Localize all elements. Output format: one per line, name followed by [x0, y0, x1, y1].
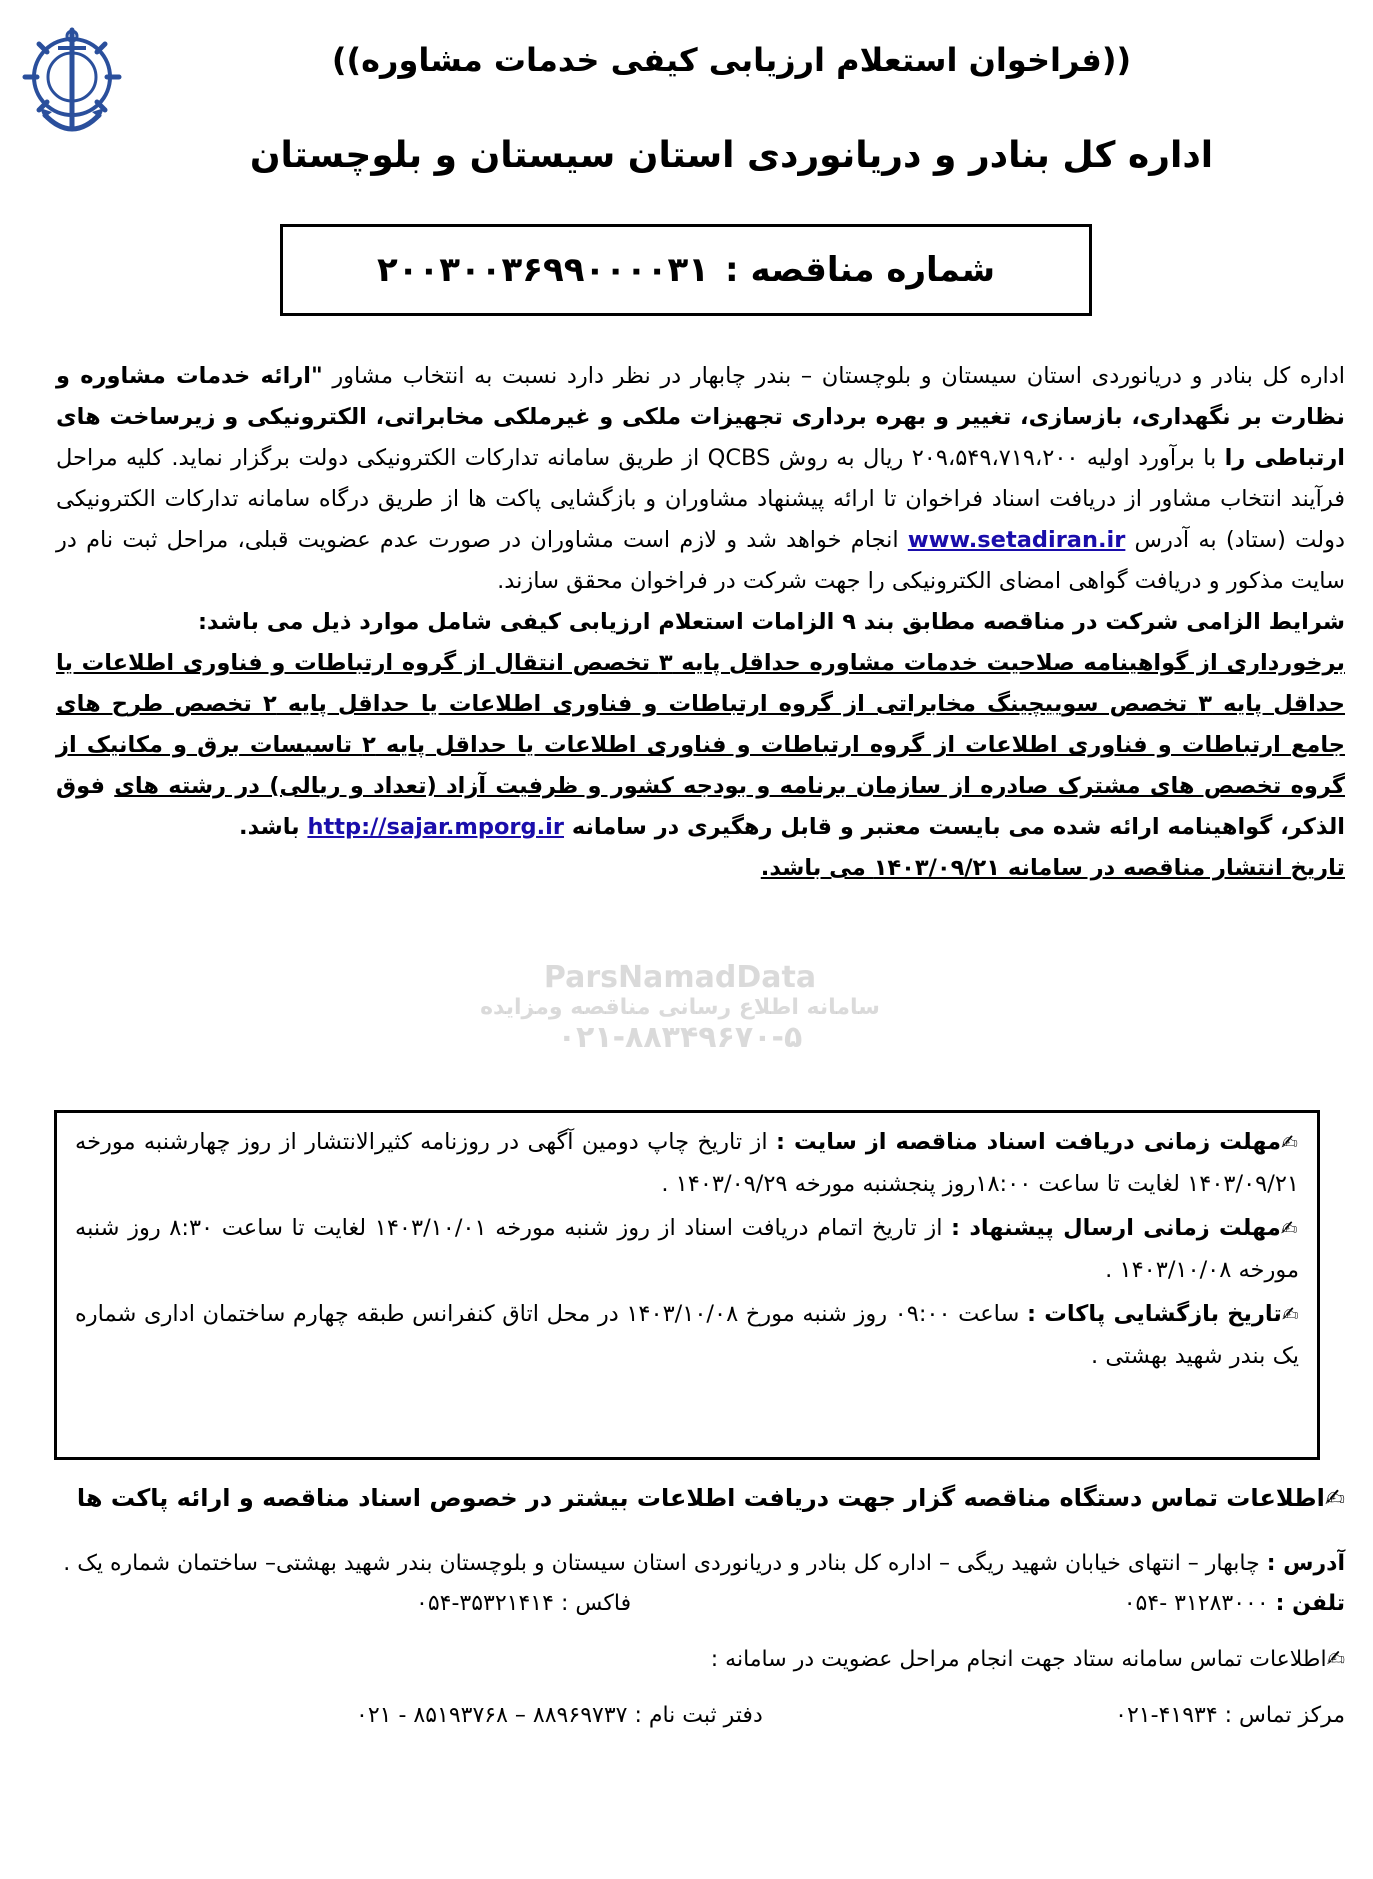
submit-deadline-label: مهلت زمانی ارسال پیشنهاد : — [951, 1215, 1281, 1241]
announcement-body — [56, 356, 1345, 889]
ports-anchor-logo — [22, 22, 122, 152]
address-text: چابهار – انتهای خیابان شهید ریگی – اداره کل بنادر و دریانوردی استان سیستان و بلوچستان بندر شهید بهشتی– ساختمان شماره یک . — [63, 1551, 1267, 1576]
tender-number-box — [280, 224, 1092, 316]
setad-phones-row — [56, 1696, 1345, 1736]
phone-number: ۳۱۲۸۳۰۰۰ -۰۵۴ — [1123, 1591, 1276, 1616]
writing-hand-icon: ✍ — [1324, 1484, 1345, 1512]
requirement-paragraph — [56, 643, 1345, 848]
announcement-title: ((فراخوان استعلام ارزیابی کیفی خدمات مشاوره)) — [331, 41, 1132, 79]
opening-date-text: ساعت ۰۹:۰۰ روز شنبه مورخ ۱۴۰۳/۱۰/۰۸ در محل اتاق کنفرانس طبقه چهارم ساختمان اداری شماره یک بندر شهید بهشتی . — [75, 1301, 1299, 1369]
conditions-heading — [56, 602, 1345, 643]
writing-hand-icon: ✍ — [1281, 1302, 1300, 1326]
fax — [416, 1584, 631, 1624]
doc-deadline-label: مهلت زمانی دریافت اسناد مناقصه از سایت : — [775, 1129, 1282, 1155]
watermark-phone: ۰۲۱-۸۸۳۴۹۶۷۰-۵ — [557, 1020, 803, 1055]
setad-contact-heading-text: اطلاعات تماس سامانه ستاد جهت انجام مراحل عضویت در سامانه : — [710, 1647, 1327, 1672]
doc-deadline-text: از تاریخ چاپ دومین آگهی در روزنامه کثیرالانتشار از روز چهارشنبه مورخه ۱۴۰۳/۰۹/۲۱ لغایت تا ساعت ۱۸:۰۰روز پنجشنبه مورخه ۱۴۰۳/۰۹/۲۹ . — [75, 1129, 1299, 1197]
requirement-tail-1: فوق الذکر، گواهینامه ارائه شده می بایست معتبر و قابل رهگیری در سامانه — [56, 773, 1345, 840]
submit-deadline-text: از تاریخ اتمام دریافت اسناد از روز شنبه مورخه ۱۴۰۳/۱۰/۰۱ لغایت تا ساعت ۸:۳۰ روز شنبه مورخه ۱۴۰۳/۱۰/۰۸ . — [75, 1215, 1299, 1283]
fax-label: فاکس : — [560, 1591, 632, 1616]
phone-fax-row — [56, 1584, 1345, 1624]
intro-paragraph — [56, 356, 1345, 602]
phone — [1124, 1584, 1345, 1624]
contact-heading — [56, 1478, 1345, 1518]
service-subject: "ارائه خدمات مشاوره و نظارت بر نگهداری، بازسازی، تغییر و بهره برداری تجهیزات ملکی و غیرملکی مخابراتی، الکترونیکی و زیرساخت های ارتباطی را — [56, 363, 1346, 471]
contact-heading-text: اطلاعات تماس دستگاه مناقصه گزار جهت دریافت اطلاعات بیشتر در خصوص اسناد مناقصه و ارائه پاکت ها — [76, 1484, 1325, 1512]
conditions-heading-text: شرایط الزامی شرکت در مناقصه مطابق بند ۹ الزامات استعلام ارزیابی کیفی شامل موارد ذیل می باشد: — [197, 609, 1345, 635]
submit-deadline — [75, 1207, 1299, 1291]
setad-contact-heading — [56, 1640, 1345, 1680]
intro-text-2: با برآورد اولیه ۲۰۹،۵۴۹،۷۱۹،۲۰۰ ریال به روش QCBS از طریق سامانه تدارکات الکترونیکی دولت برگزار نماید. کلیه مراحل فرآیند انتخاب مشاور از دریافت اسناد فراخوان تا ارائه پیشنهاد مشاوران و بازگشایی پاکت ها از طریق درگاه سامانه تدارکات الکترونیکی دولت (ستاد) به آدرس — [56, 445, 1345, 553]
contact-section — [56, 1478, 1345, 1736]
fax-number: ۳۵۳۲۱۴۱۴-۰۵۴ — [416, 1591, 561, 1616]
address-label: آدرس : — [1266, 1551, 1345, 1576]
requirement-tail-2: باشد. — [239, 814, 308, 840]
registry-office — [356, 1696, 763, 1736]
writing-hand-icon: ✍ — [1326, 1647, 1345, 1672]
phone-label: تلفن : — [1275, 1591, 1345, 1616]
organization-name: اداره کل بنادر و دریانوردی استان سیستان و بلوچستان — [249, 135, 1214, 176]
requirement-text: برخورداری از گواهینامه صلاحیت خدمات مشاوره حداقل پایه ۳ تخصص انتقال از گروه ارتباطات و فناوری اطلاعات یا حداقل پایه ۳ تخصص سوییچینگ مخابراتی از گروه ارتباطات و فناوری اطلاعات یا حداقل پایه ۲ تخصص طرح های جامع ارتباطات و فناوری اطلاعات از گروه ارتباطات و فناوری اطلاعات یا حداقل پایه ۲ تاسیسات برق و مکانیک از گروه تخصص های مشترک صادره از سازمان برنامه و بودجه کشور و ظرفیت آزاد (تعداد و ریالی) در رشته های — [56, 650, 1345, 799]
call-center-label: مرکز تماس : — [1224, 1703, 1345, 1728]
registry-label: دفتر ثبت نام : — [634, 1703, 763, 1728]
watermark-tagline: سامانه اطلاع رسانی مناقصه ومزایده — [480, 995, 880, 1020]
publish-date-text: تاریخ انتشار مناقصه در سامانه ۱۴۰۳/۰۹/۲۱ می باشد. — [760, 855, 1345, 881]
writing-hand-icon: ✍ — [1280, 1216, 1299, 1240]
tender-number-label: شماره مناقصه : — [725, 250, 996, 290]
setad-link[interactable]: www.setadiran.ir — [907, 527, 1126, 553]
publish-date — [56, 848, 1345, 889]
opening-date-label: تاریخ بازگشایی پاکات : — [1026, 1301, 1282, 1327]
registry-phone: ۸۸۹۶۹۷۳۷ – ۸۵۱۹۳۷۶۸ - ۰۲۱ — [356, 1703, 635, 1728]
writing-hand-icon: ✍ — [1281, 1130, 1300, 1154]
address — [56, 1544, 1345, 1584]
deadlines-box — [54, 1110, 1320, 1460]
watermark-brand: ParsNamadData — [543, 960, 817, 995]
intro-text-1: اداره کل بنادر و دریانوردی استان سیستان و بلوچستان – بندر چابهار در نظر دارد نسبت به انتخاب مشاور — [322, 363, 1345, 389]
intro-text-3: انجام خواهد شد و لازم است مشاوران در صورت عدم عضویت قبلی، مراحل ثبت نام در سایت مذکور و دریافت گواهی امضای الکترونیکی را جهت شرکت در فراخوان محقق سازند. — [56, 527, 1345, 594]
tender-number: ۲۰۰۳۰۰۳۶۹۹۰۰۰۰۳۱ — [376, 250, 710, 290]
opening-date — [75, 1293, 1299, 1377]
call-center — [1115, 1696, 1345, 1736]
doc-deadline — [75, 1121, 1299, 1205]
sajar-link[interactable]: http://sajar.mporg.ir — [307, 814, 564, 840]
call-center-phone: ۴۱۹۳۴-۰۲۱ — [1115, 1703, 1225, 1728]
